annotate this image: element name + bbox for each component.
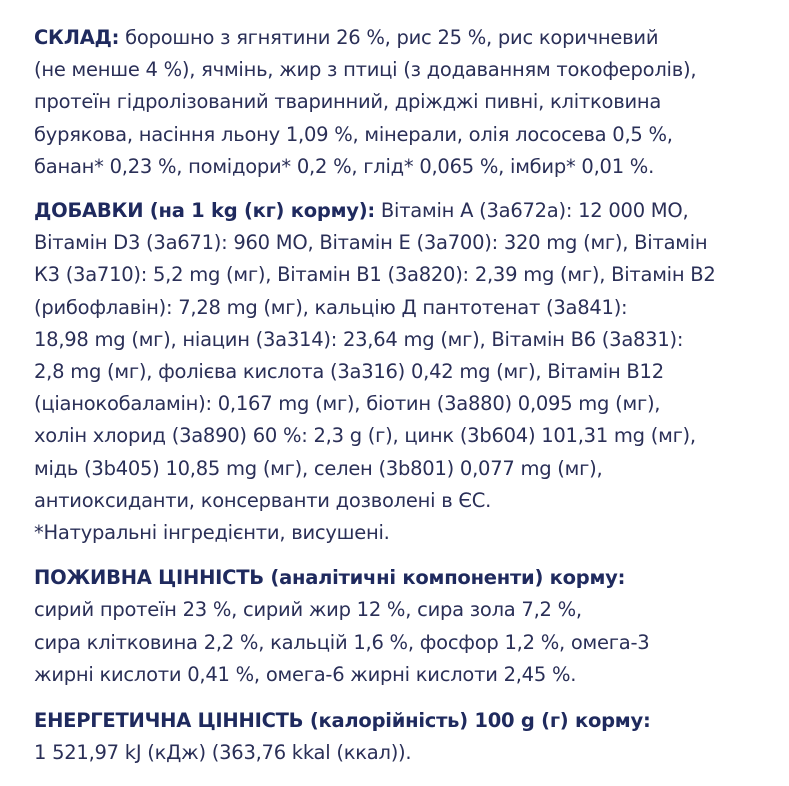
footnote-line: *Натуральні інгредієнти, висушені.: [34, 521, 390, 545]
additives-line: (ціанокобаламін): 0,167 mg (мг), біотин (3а880) 0,095 mg (мг),: [34, 392, 661, 416]
composition-heading: СКЛАД:: [34, 26, 120, 49]
nutrition-line: сира клітковина 2,2 %, кальцій 1,6 %, фосфор 1,2 %, омега-3: [34, 630, 650, 654]
energy-heading: ЕНЕРГЕТИЧНА ЦІННІСТЬ (калорійність) 100 g (г) корму:: [34, 709, 651, 733]
additives-line: 2,8 mg (мг), фолієва кислота (3а316) 0,42 mg (мг), Вітамін В12: [34, 360, 664, 384]
additives-line: (рибофлавін): 7,28 mg (мг), кальцію Д пантотенат (3а841):: [34, 295, 628, 319]
additives-section: [34, 195, 774, 549]
additives-line: К3 (3а710): 5,2 mg (мг), Вітамін В1 (3а820): 2,39 mg (мг), Вітамін В2: [34, 263, 716, 287]
additives-line: мідь (3b405) 10,85 mg (мг), селен (3b801) 0,077 mg (мг),: [34, 456, 603, 480]
composition-line: (не менше 4 %), ячмінь, жир з птиці (з додаванням токоферолів),: [34, 58, 697, 82]
label-text-page: [34, 22, 774, 769]
composition-line: протеїн гідролізований тваринний, дріжджі пивні, клітковина: [34, 90, 662, 114]
nutrition-line: жирні кислоти 0,41 %, омега-6 жирні кислоти 2,45 %.: [34, 662, 577, 686]
additives-line-1: [34, 195, 774, 227]
energy-section: [34, 705, 774, 769]
additives-line: 18,98 mg (мг), ніацин (3а314): 23,64 mg (мг), Вітамін В6 (3а831):: [34, 327, 684, 351]
nutrition-section: [34, 562, 774, 691]
additives-line: холін хлорид (3а890) 60 %: 2,3 g (г), цинк (3b604) 101,31 mg (мг),: [34, 424, 696, 448]
composition-line: банан* 0,23 %, помідори* 0,2 %, глід* 0,065 %, імбир* 0,01 %.: [34, 154, 655, 178]
composition-text: борошно з ягнятини 26 %, рис 25 %, рис коричневий: [119, 26, 659, 49]
composition-line: бурякова, насіння льону 1,09 %, мінерали, олія лососева 0,5 %,: [34, 122, 673, 146]
additives-text: Вітамін А (3а672а): 12 000 МО,: [374, 199, 689, 223]
energy-line: 1 521,97 kJ (кДж) (363,76 kkal (ккал)).: [34, 741, 412, 765]
nutrition-line: сирий протеїн 23 %, сирий жир 12 %, сира зола 7,2 %,: [34, 598, 582, 622]
additives-heading: ДОБАВКИ (на 1 kg (кг) корму):: [34, 199, 375, 223]
additives-line: Вітамін D3 (3а671): 960 МО, Вітамін Е (3а700): 320 mg (мг), Вітамін: [34, 231, 708, 255]
additives-line: антиоксиданти, консерванти дозволені в ЄС.: [34, 488, 492, 512]
composition-section: [34, 22, 774, 183]
nutrition-heading: ПОЖИВНА ЦІННІСТЬ (аналітичні компоненти) корму:: [34, 566, 626, 590]
composition-line-1: [34, 22, 774, 54]
